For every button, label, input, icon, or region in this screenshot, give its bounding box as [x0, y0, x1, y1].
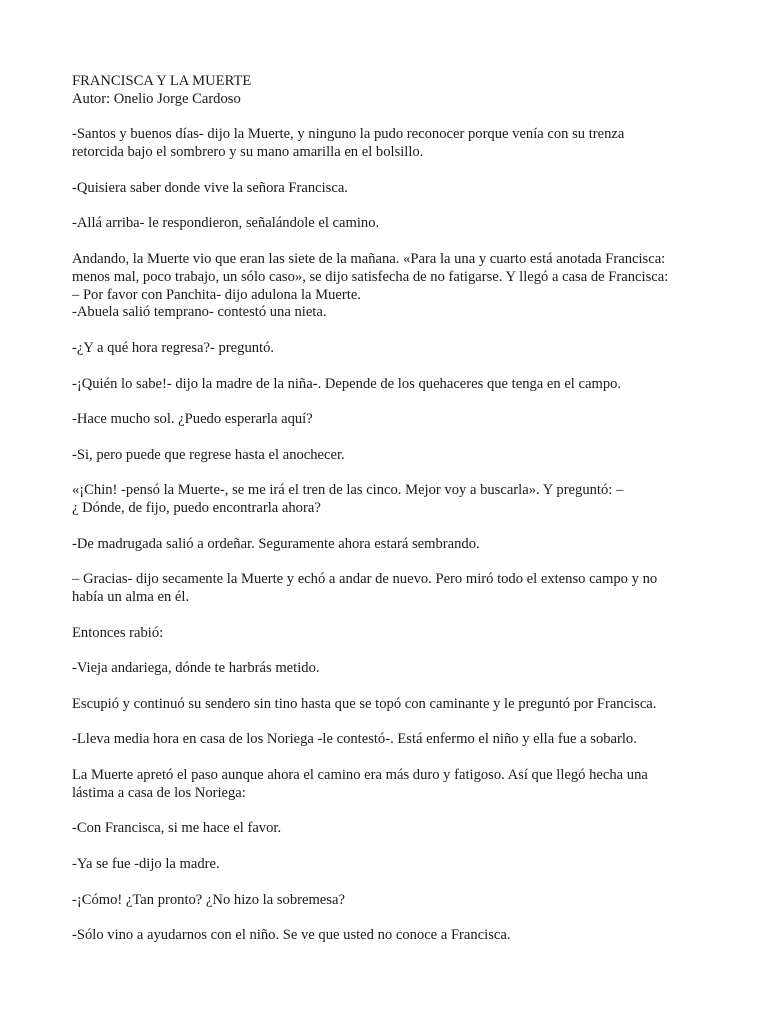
- paragraph-line: -Allá arriba- le respondieron, señalándole el camino.: [72, 215, 380, 232]
- paragraph-line: -Hace mucho sol. ¿Puedo esperarla aquí?: [72, 411, 313, 428]
- paragraph-17: [72, 820, 702, 838]
- paragraph-12: [72, 625, 702, 643]
- document-title: FRANCISCA Y LA MUERTE: [72, 73, 252, 89]
- paragraph-line: – Gracias- dijo secamente la Muerte y echó a andar de nuevo. Pero miró todo el extenso campo y no: [72, 571, 658, 588]
- paragraph-7: [72, 411, 702, 429]
- paragraph-3: [72, 215, 702, 233]
- paragraph-line: -Si, pero puede que regrese hasta el anochecer.: [72, 446, 345, 463]
- paragraph-line: -Lleva media hora en casa de los Noriega -le contestó-. Está enfermo el niño y ella fue a sobarlo.: [72, 731, 637, 748]
- paragraph-line: – Por favor con Panchita- dijo adulona la Muerte.: [72, 286, 361, 303]
- header-block: [72, 73, 702, 109]
- paragraph-line: -De madrugada salió a ordeñar. Seguramente ahora estará sembrando.: [72, 535, 480, 552]
- paragraph-20: [72, 927, 702, 945]
- paragraph-11: [72, 571, 702, 607]
- paragraph-18: [72, 856, 702, 874]
- paragraph-13: [72, 660, 702, 678]
- paragraph-line: -Con Francisca, si me hace el favor.: [72, 820, 282, 837]
- paragraph-line: «¡Chin! -pensó la Muerte-, se me irá el tren de las cinco. Mejor voy a buscarla». Y preguntó: –: [72, 482, 624, 499]
- paragraph-line: había un alma en él.: [72, 589, 190, 606]
- paragraph-4: [72, 251, 702, 322]
- document-page: [72, 73, 702, 945]
- paragraph-9: [72, 482, 702, 518]
- paragraph-line: -Ya se fue -dijo la madre.: [72, 856, 220, 873]
- paragraph-10: [72, 536, 702, 554]
- paragraph-line: -Sólo vino a ayudarnos con el niño. Se ve que usted no conoce a Francisca.: [72, 927, 511, 944]
- paragraph-line: -¿Y a qué hora regresa?- preguntó.: [72, 339, 275, 356]
- paragraph-5: [72, 340, 702, 358]
- paragraph-line: menos mal, poco trabajo, un sólo caso», se dijo satisfecha de no fatigarse. Y llegó a casa de Francisca:: [72, 268, 669, 285]
- paragraph-line: La Muerte apretó el paso aunque ahora el camino era más duro y fatigoso. Así que llegó hecha una: [72, 767, 648, 784]
- paragraph-line: retorcida bajo el sombrero y su mano amarilla en el bolsillo.: [72, 144, 424, 161]
- paragraph-16: [72, 767, 702, 803]
- paragraph-line: ¿ Dónde, de fijo, puedo encontrarla ahora?: [72, 500, 321, 517]
- paragraph-19: [72, 892, 702, 910]
- paragraph-line: Entonces rabió:: [72, 624, 164, 641]
- paragraph-8: [72, 447, 702, 465]
- paragraph-14: [72, 696, 702, 714]
- paragraph-1: [72, 126, 702, 162]
- paragraph-line: -¡Cómo! ¿Tan pronto? ¿No hizo la sobremesa?: [72, 891, 345, 908]
- paragraph-line: lástima a casa de los Noriega:: [72, 784, 246, 801]
- paragraph-line: Andando, la Muerte vio que eran las siete de la mañana. «Para la una y cuarto está anotada Francisca:: [72, 250, 666, 267]
- paragraph-line: -Abuela salió temprano- contestó una nieta.: [72, 304, 327, 321]
- paragraph-line: -Quisiera saber donde vive la señora Francisca.: [72, 179, 348, 196]
- paragraph-15: [72, 731, 702, 749]
- paragraph-line: -Vieja andariega, dónde te harbrás metido.: [72, 660, 320, 677]
- document-author: Autor: Onelio Jorge Cardoso: [72, 90, 241, 107]
- paragraph-line: -¡Quién lo sabe!- dijo la madre de la niña-. Depende de los quehaceres que tenga en el campo.: [72, 375, 622, 392]
- paragraph-2: [72, 180, 702, 198]
- paragraph-line: Escupió y continuó su sendero sin tino hasta que se topó con caminante y le preguntó por Francisca.: [72, 695, 657, 712]
- paragraph-6: [72, 376, 702, 394]
- paragraph-line: -Santos y buenos días- dijo la Muerte, y ninguno la pudo reconocer porque venía con su trenza: [72, 126, 625, 143]
